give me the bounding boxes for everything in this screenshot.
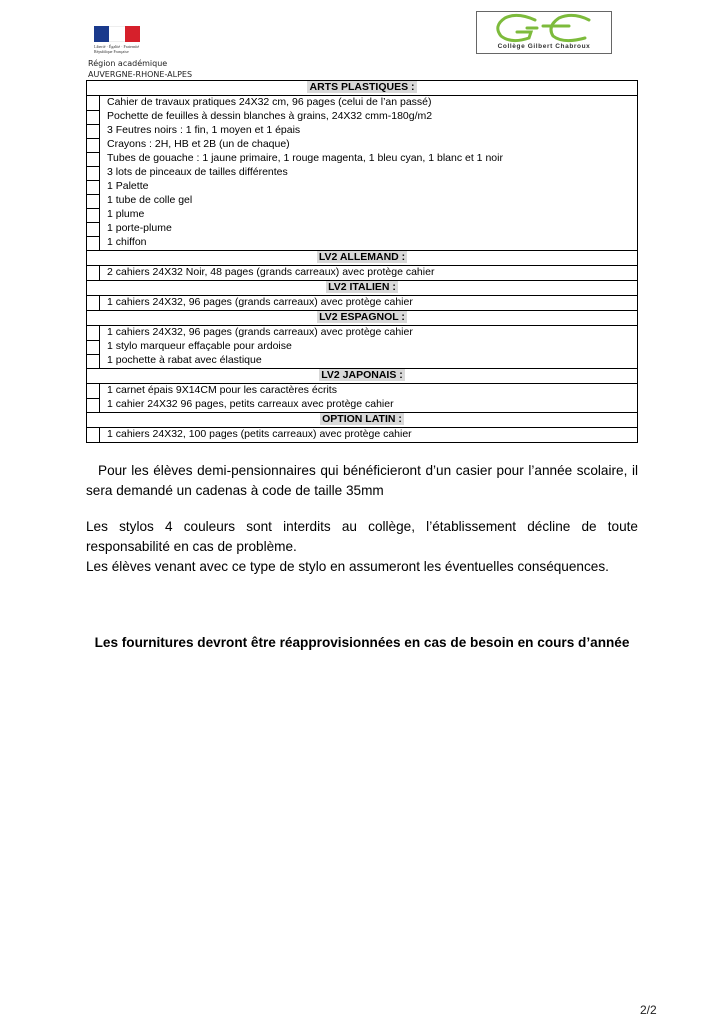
checkbox-cell[interactable] — [87, 428, 100, 443]
section-header-cell — [87, 81, 638, 96]
logo-motto-line: Liberté · Égalité · Fraternité — [94, 44, 140, 49]
supply-item-label: Pochette de feuilles à dessin blanches à grains, 24X32 cmm-180g/m2 — [100, 110, 638, 124]
pen-consequence-paragraph: Les élèves venant avec ce type de stylo en assumeront les éventuelles conséquences. — [86, 559, 609, 574]
supply-item-label: 1 cahiers 24X32, 100 pages (petits carreaux) avec protège cahier — [100, 428, 638, 443]
supply-item-row — [87, 138, 638, 152]
supply-item-label: 1 tube de colle gel — [100, 194, 638, 208]
checkbox-cell[interactable] — [87, 138, 100, 152]
supply-item-label: Tubes de gouache : 1 jaune primaire, 1 rouge magenta, 1 bleu cyan, 1 blanc et 1 noir — [100, 152, 638, 166]
checkbox-cell[interactable] — [87, 354, 100, 369]
checkbox-cell[interactable] — [87, 236, 100, 251]
school-name: Collège Gilbert Chabroux — [497, 43, 591, 50]
checkbox-cell[interactable] — [87, 384, 100, 399]
supply-item-row — [87, 222, 638, 236]
checkbox-cell[interactable] — [87, 166, 100, 180]
checkbox-cell[interactable] — [87, 152, 100, 166]
tricolor-flag-icon — [94, 26, 140, 42]
supply-item-row — [87, 340, 638, 354]
supply-item-row — [87, 96, 638, 111]
checkbox-cell[interactable] — [87, 124, 100, 138]
checkbox-cell[interactable] — [87, 208, 100, 222]
supply-item-label: 1 stylo marqueur effaçable pour ardoise — [100, 340, 638, 354]
supply-item-label: 1 porte-plume — [100, 222, 638, 236]
supply-item-row — [87, 194, 638, 208]
logo-motto-line: République Française — [94, 49, 129, 54]
supply-item-row — [87, 236, 638, 251]
section-header-cell — [87, 413, 638, 428]
section-header-row — [87, 413, 638, 428]
pen-warning-paragraph: Les stylos 4 couleurs sont interdits au collège, l’établissement décline de toute responsabilité en cas de problème. — [86, 519, 638, 554]
checkbox-cell[interactable] — [87, 340, 100, 354]
supply-item-label: 3 Feutres noirs : 1 fin, 1 moyen et 1 épais — [100, 124, 638, 138]
checkbox-cell[interactable] — [87, 110, 100, 124]
section-title: LV2 ITALIEN : — [328, 281, 396, 294]
section-header-row — [87, 81, 638, 96]
section-header-cell — [87, 281, 638, 296]
supply-item-label: 1 carnet épais 9X14CM pour les caractères écrits — [100, 384, 638, 399]
restock-note: Les fournitures devront être réapprovisionnées en cas de besoin en cours d’année — [94, 635, 630, 650]
supplies-table — [86, 80, 638, 443]
checkbox-cell[interactable] — [87, 180, 100, 194]
section-title: ARTS PLASTIQUES : — [309, 81, 415, 94]
supply-item-row — [87, 428, 638, 443]
supply-item-label: 1 chiffon — [100, 236, 638, 251]
region-line-2: AUVERGNE-RHONE-ALPES — [88, 70, 193, 79]
supply-item-row — [87, 354, 638, 369]
section-header-cell — [87, 369, 638, 384]
checkbox-cell[interactable] — [87, 222, 100, 236]
section-header-row — [87, 251, 638, 266]
supply-item-label: 3 lots de pinceaux de tailles différentes — [100, 166, 638, 180]
section-title: LV2 ESPAGNOL : — [319, 311, 405, 324]
section-title: LV2 JAPONAIS : — [321, 369, 403, 382]
region-line-1: Région académique — [88, 59, 168, 68]
checkbox-cell[interactable] — [87, 266, 100, 281]
supply-item-label: Cahier de travaux pratiques 24X32 cm, 96 pages (celui de l’an passé) — [100, 96, 638, 111]
checkbox-cell[interactable] — [87, 296, 100, 311]
checkbox-cell[interactable] — [87, 326, 100, 341]
locker-paragraph — [86, 461, 638, 501]
supply-item-row — [87, 266, 638, 281]
page-number: 2/2 — [640, 1003, 657, 1017]
region-label — [88, 58, 192, 80]
supply-item-row — [87, 180, 638, 194]
checkbox-cell[interactable] — [87, 398, 100, 413]
supply-item-row — [87, 296, 638, 311]
supply-item-label: 1 plume — [100, 208, 638, 222]
supply-item-label: 1 cahiers 24X32, 96 pages (grands carreaux) avec protège cahier — [100, 326, 638, 341]
section-header-row — [87, 311, 638, 326]
supply-item-label: 1 cahier 24X32 96 pages, petits carreaux avec protège cahier — [100, 398, 638, 413]
school-logo — [476, 11, 612, 54]
supply-item-label: 1 cahiers 24X32, 96 pages (grands carreaux) avec protège cahier — [100, 296, 638, 311]
locker-text: Pour les élèves demi-pensionnaires qui bénéficieront d’un casier pour l’année scolaire, il sera demandé un cadenas à code de taille 35mm — [86, 463, 638, 498]
section-title: LV2 ALLEMAND : — [318, 251, 406, 264]
logo-motto — [94, 44, 142, 54]
republique-francaise-logo — [94, 26, 142, 62]
section-header-row — [87, 369, 638, 384]
supply-item-row — [87, 398, 638, 413]
supply-item-row — [87, 326, 638, 341]
supply-item-label: Crayons : 2H, HB et 2B (un de chaque) — [100, 138, 638, 152]
checkbox-cell[interactable] — [87, 96, 100, 111]
supply-item-row — [87, 124, 638, 138]
section-header-cell — [87, 311, 638, 326]
supply-item-row — [87, 166, 638, 180]
supply-item-row — [87, 384, 638, 399]
supply-item-row — [87, 208, 638, 222]
checkbox-cell[interactable] — [87, 194, 100, 208]
supply-item-row — [87, 110, 638, 124]
section-header-row — [87, 281, 638, 296]
supply-item-label: 1 Palette — [100, 180, 638, 194]
section-title: OPTION LATIN : — [322, 413, 402, 426]
section-header-cell — [87, 251, 638, 266]
supply-item-label: 1 pochette à rabat avec élastique — [100, 354, 638, 369]
supply-item-row — [87, 152, 638, 166]
supply-item-label: 2 cahiers 24X32 Noir, 48 pages (grands carreaux) avec protège cahier — [100, 266, 638, 281]
